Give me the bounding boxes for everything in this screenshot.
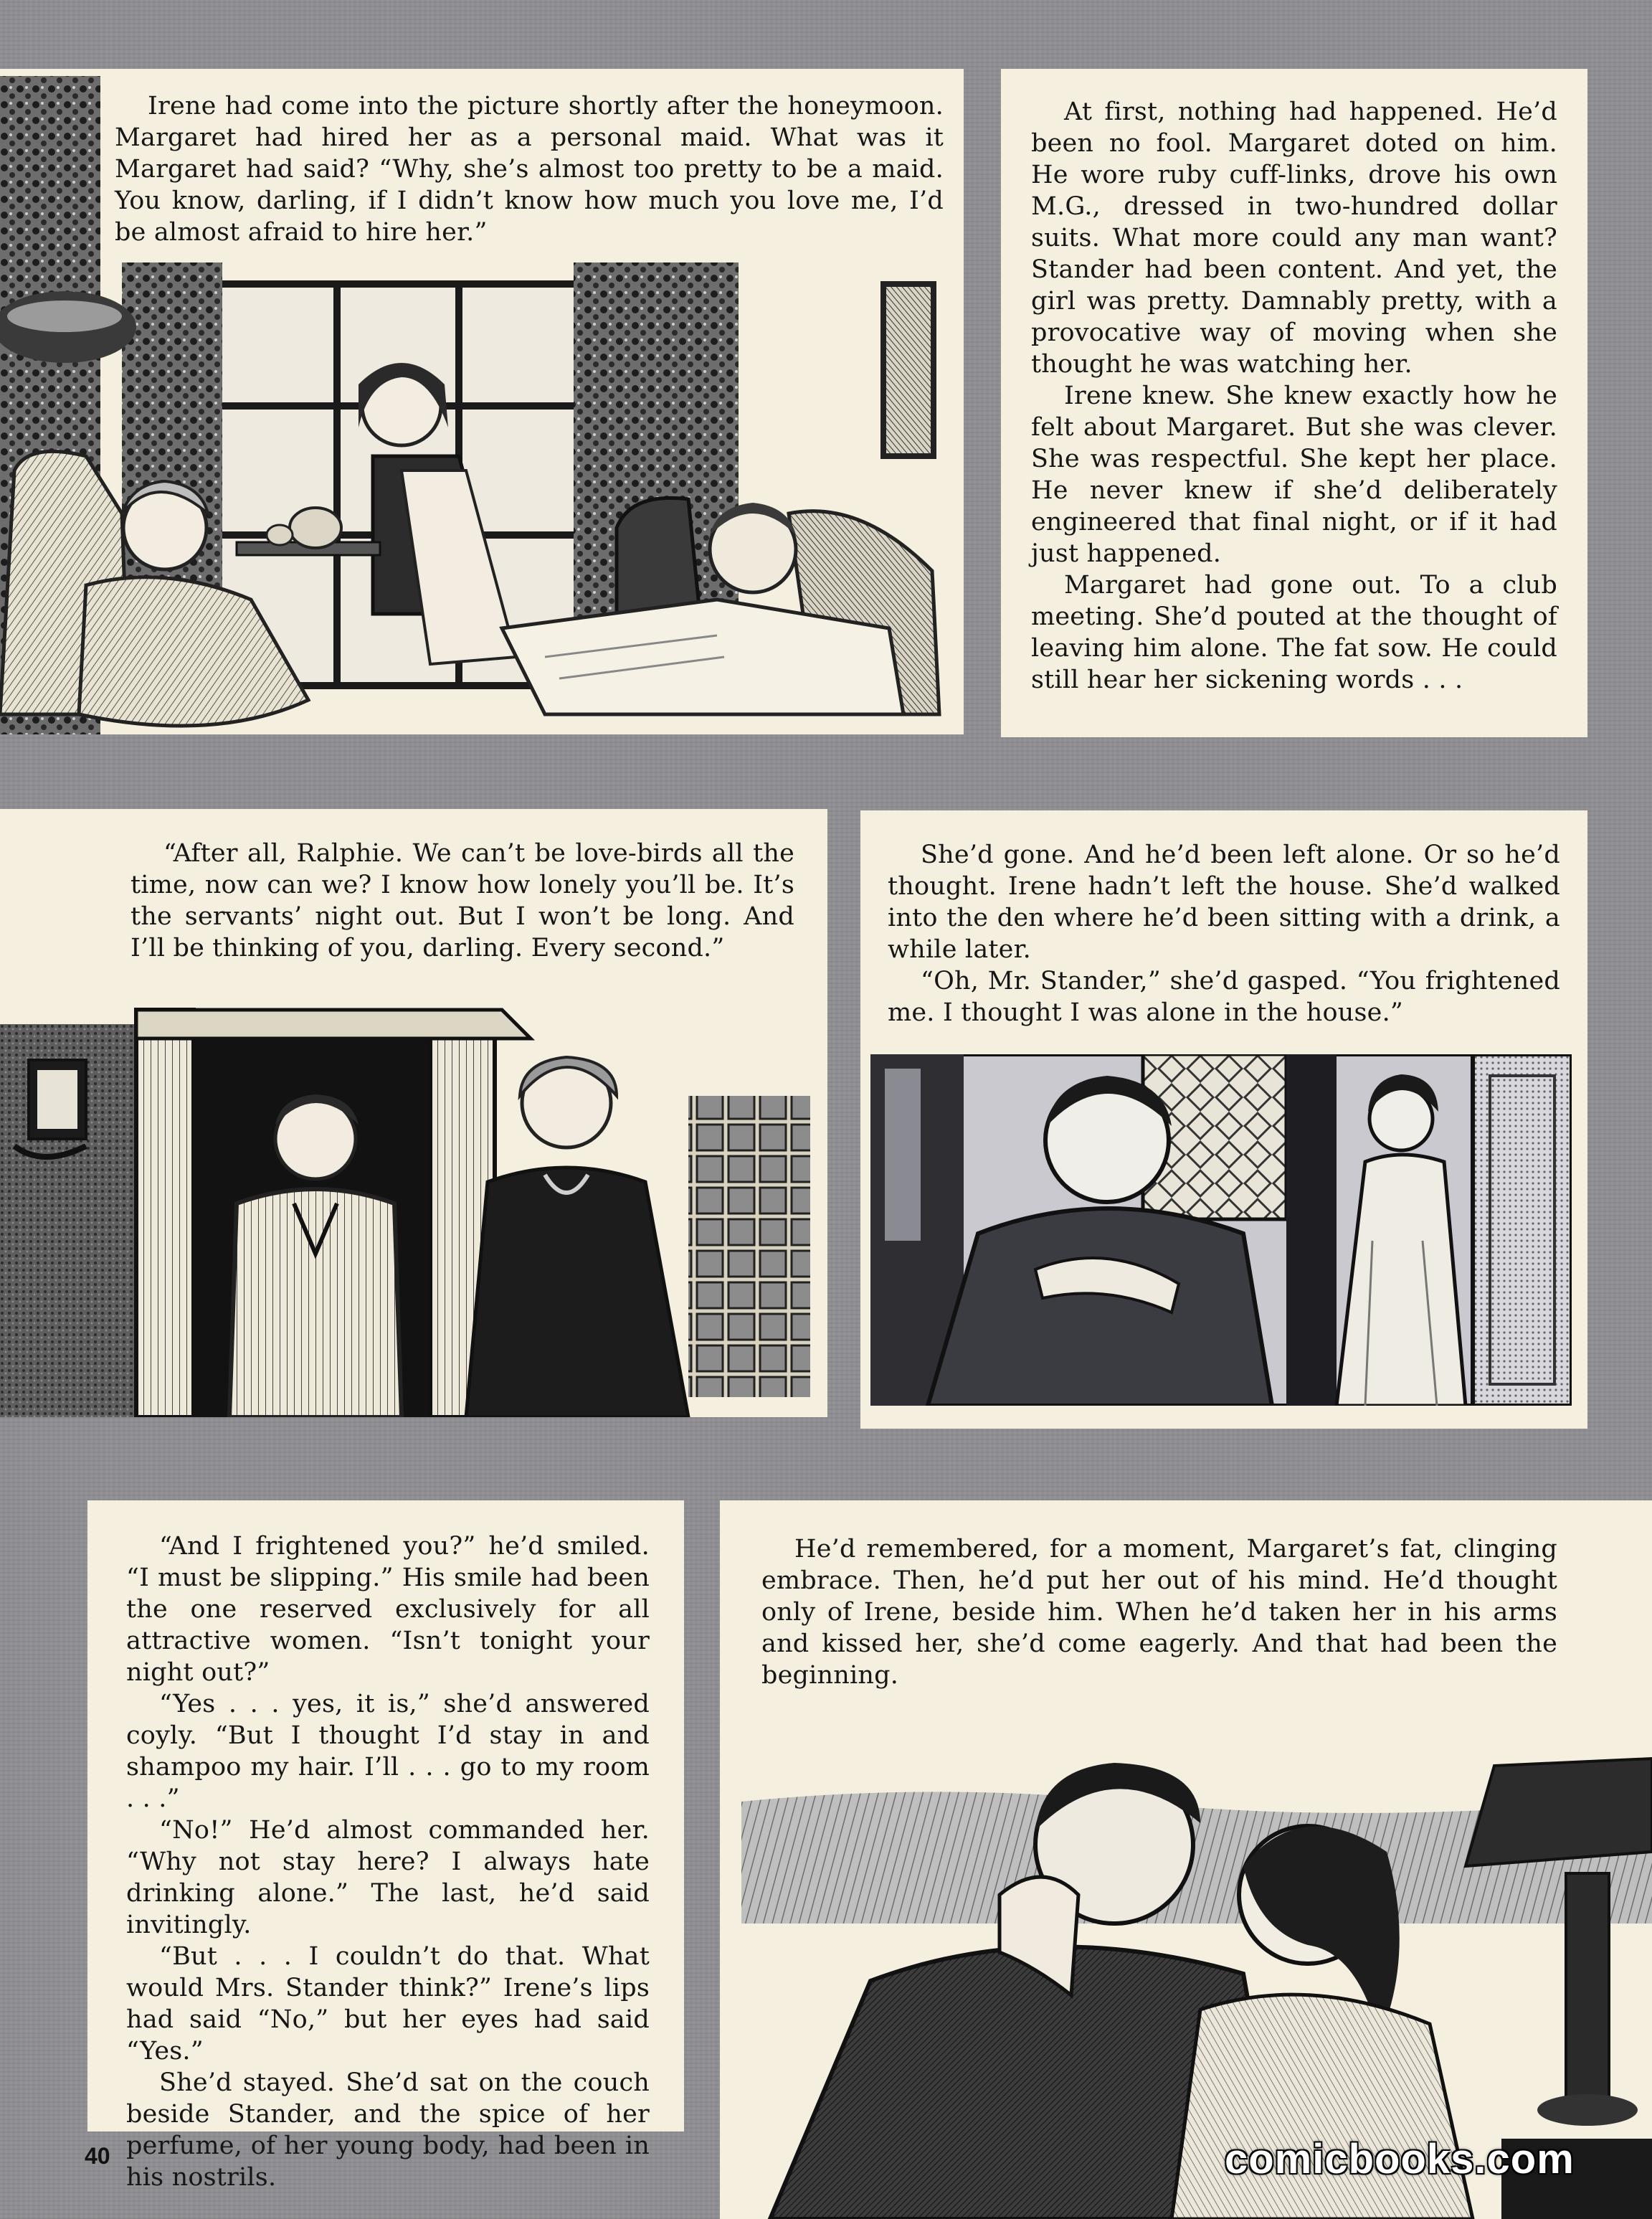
story-text-2 — [1031, 96, 1557, 696]
paragraph: At first, nothing had happened. He’d been no fool. Margaret doted on him. He wore ruby cuff-links, drove his own M.G., dressed in two-hundred dollar suits. What more could any man want? Stander had been content. And yet, the girl was pretty. Damnably pretty, with a provocative way of moving when she thought he was watching her. — [1031, 98, 1557, 379]
paragraph: “And I frightened you?” he’d smiled. “I must be slipping.” His smile had been the one reserved exclusively for all attractive women. “Isn’t tonight your night out?” — [126, 1532, 650, 1687]
page-number: 40 — [85, 2143, 110, 2169]
illustration-den — [870, 1054, 1572, 1406]
paragraph: “Yes . . . yes, it is,” she’d answered coyly. “But I thought I’d stay in and shampoo my hair. I’ll . . . go to my room . . .” — [126, 1690, 650, 1813]
story-panel-3 — [0, 809, 827, 1417]
story-text-3 — [130, 838, 794, 964]
story-panel-1 — [0, 69, 964, 734]
paragraph: “But . . . I couldn’t do that. What would Mrs. Stander think?” Irene’s lips had said “No,” but her eyes had said “Yes.” — [126, 1942, 650, 2066]
story-text-6 — [761, 1533, 1557, 1691]
illustration-doorway — [0, 995, 827, 1417]
story-text-5 — [126, 1530, 650, 2193]
paragraph: He’d remembered, for a moment, Margaret’s fat, clinging embrace. Then, he’d put her out of his mind. He’d thought only of Irene, beside him. When he’d taken her in his arms and kissed her, she’d come eagerly. And that had been the beginning. — [761, 1535, 1557, 1690]
story-panel-4 — [860, 810, 1587, 1429]
paragraph: Irene had come into the picture shortly after the honeymoon. Margaret had hired her as a personal maid. What was it Margaret had said? “Why, she’s almost too pretty to be a maid. You know, darling, if I didn’t know how much you love me, I’d be almost afraid to hire her.” — [115, 92, 944, 247]
paragraph: Margaret had gone out. To a club meeting. She’d pouted at the thought of leaving him alone. The fat sow. He could still hear her sickening words . . . — [1031, 571, 1557, 694]
watermark-text: comicbooks.com — [1225, 2136, 1575, 2182]
story-panel-6 — [720, 1500, 1652, 2219]
paragraph: She’d gone. And he’d been left alone. Or so he’d thought. Irene hadn’t left the house. She’d walked into the den where he’d been sitting with a drink, a while later. — [888, 841, 1560, 964]
story-text-1 — [106, 90, 952, 254]
paragraph: “Oh, Mr. Stander,” she’d gasped. “You frightened me. I thought I was alone in the house.” — [888, 967, 1560, 1027]
paragraph: “After all, Ralphie. We can’t be love-birds all the time, now can we? I know how lonely you’ll be. It’s the servants’ night out. But I won’t be long. And I’ll be thinking of you, darling. Every second.” — [130, 839, 794, 962]
paragraph: Irene knew. She knew exactly how he felt about Margaret. But she was clever. She was respectful. She kept her place. He never knew if she’d deliberately engineered that final night, or if it had just happened. — [1031, 382, 1557, 568]
paragraph: She’d stayed. She’d sat on the couch beside Stander, and the spice of her perfume, of her young body, had been in his nostrils. — [126, 2068, 650, 2192]
story-text-4 — [888, 839, 1560, 1028]
story-panel-2 — [1001, 69, 1587, 737]
paragraph: “No!” He’d almost commanded her. “Why not stay here? I always hate drinking alone.” The last, he’d said invitingly. — [126, 1816, 650, 1939]
